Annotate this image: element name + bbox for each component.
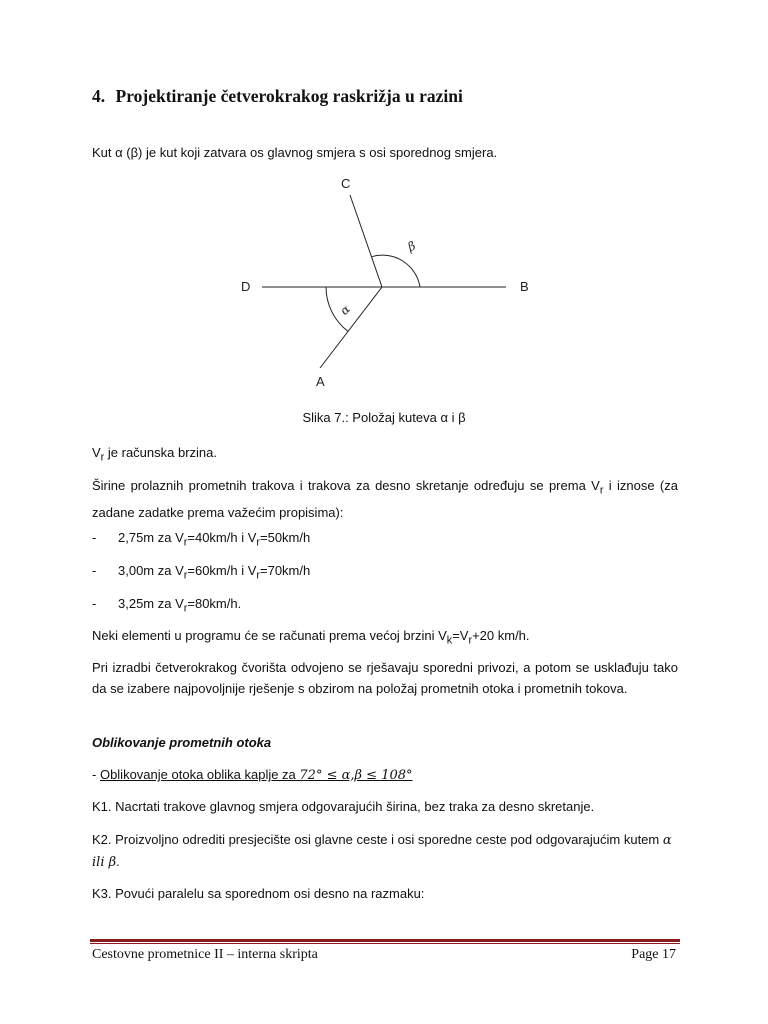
v-symbol: V bbox=[92, 445, 101, 460]
kaplja-dash: - bbox=[92, 767, 100, 782]
elements-paragraph bbox=[92, 625, 678, 652]
widths-subscript: r bbox=[599, 484, 604, 497]
label-c: C bbox=[341, 176, 351, 191]
list-text: 3,00m za V bbox=[118, 563, 184, 578]
junction-paragraph: Pri izradbi četverokrakog čvorišta odvojeno se rješavaju sporedni privozi, a potom se usklađuju tako da se izabere najpovoljnije rješenje s obzirom na položaj prometnih otoka i prometnih tokova. bbox=[92, 660, 678, 696]
list-item bbox=[92, 527, 310, 554]
section-number: 4. bbox=[92, 86, 106, 106]
kaplja-math: 72° ≤ α,β ≤ 108° bbox=[299, 768, 413, 783]
label-d: D bbox=[241, 279, 251, 294]
beta-symbol: β bbox=[405, 238, 418, 255]
elements-text: Neki elementi u programu će se računati prema većoj brzini V bbox=[92, 628, 447, 643]
list-item bbox=[92, 593, 241, 620]
k2-end: . bbox=[116, 854, 120, 869]
vr-definition-text: je računska brzina. bbox=[104, 445, 218, 460]
list-text: 2,75m za V bbox=[118, 530, 184, 545]
widths-text-1: Širine prolaznih prometnih trakova i trakova za desno skretanje određuju se prema V bbox=[92, 478, 600, 493]
list-text: =70km/h bbox=[260, 563, 311, 578]
list-subscript: r bbox=[256, 536, 260, 549]
footer-rule-thin bbox=[90, 943, 680, 944]
list-text: 3,25m za V bbox=[118, 596, 184, 611]
list-dash: - bbox=[92, 530, 97, 545]
label-b: B bbox=[520, 279, 529, 294]
vr-definition bbox=[92, 442, 678, 469]
list-text: =80km/h. bbox=[187, 596, 242, 611]
elements-text: =V bbox=[452, 628, 469, 643]
kaplja-line bbox=[92, 764, 678, 786]
kaplja-text: Oblikovanje otoka oblika kaplje za bbox=[99, 767, 300, 782]
list-dash: - bbox=[92, 563, 97, 578]
page-number: Page 17 bbox=[631, 947, 676, 962]
section-heading bbox=[92, 86, 463, 107]
step-k2 bbox=[92, 829, 678, 873]
beta-arc bbox=[372, 255, 420, 287]
section-title: Projektiranje četverokrakog raskrižja u razini bbox=[115, 86, 463, 106]
elements-subscript: k bbox=[446, 634, 453, 647]
minor-axis-upper-line bbox=[350, 195, 382, 287]
subsection-title: Oblikovanje prometnih otoka bbox=[92, 735, 272, 750]
list-subscript: r bbox=[183, 602, 188, 615]
widths-text-2: i iznose (za zadane zadatke prema važećim propisima): bbox=[92, 478, 678, 520]
minor-axis-lower-line bbox=[320, 287, 382, 368]
step-k1: K1. Nacrtati trakove glavnog smjera odgovarajućih širina, bez traka za desno skretanje. bbox=[92, 799, 595, 814]
footer-rule-thick bbox=[90, 939, 680, 942]
list-subscript: r bbox=[256, 569, 260, 582]
v-subscript: r bbox=[100, 451, 105, 464]
list-text: =50km/h bbox=[260, 530, 311, 545]
alpha-symbol: α bbox=[337, 302, 353, 318]
kaplja-underlined bbox=[100, 767, 413, 782]
angle-diagram bbox=[230, 170, 540, 395]
label-a: A bbox=[316, 374, 325, 389]
footer-title: Cestovne prometnice II – interna skripta bbox=[92, 947, 318, 962]
list-dash: - bbox=[92, 596, 97, 611]
list-text: =60km/h i V bbox=[187, 563, 257, 578]
widths-paragraph bbox=[92, 475, 678, 523]
list-subscript: r bbox=[183, 536, 188, 549]
step-k3: K3. Povući paralelu sa sporednom osi desno na razmaku: bbox=[92, 886, 425, 901]
list-subscript: r bbox=[183, 569, 188, 582]
k2-math: α ili β bbox=[92, 833, 672, 870]
list-item bbox=[92, 560, 310, 587]
figure-caption: Slika 7.: Položaj kuteva α i β bbox=[302, 410, 466, 425]
elements-text: +20 km/h. bbox=[472, 628, 530, 643]
list-text: =40km/h i V bbox=[187, 530, 257, 545]
intro-paragraph: Kut α (β) je kut koji zatvara os glavnog smjera s osi sporednog smjera. bbox=[92, 145, 498, 160]
elements-subscript: r bbox=[468, 634, 473, 647]
k2-text: K2. Proizvoljno odrediti presjecište osi glavne ceste i osi sporedne ceste pod odgovarajućim kutem bbox=[92, 832, 663, 847]
